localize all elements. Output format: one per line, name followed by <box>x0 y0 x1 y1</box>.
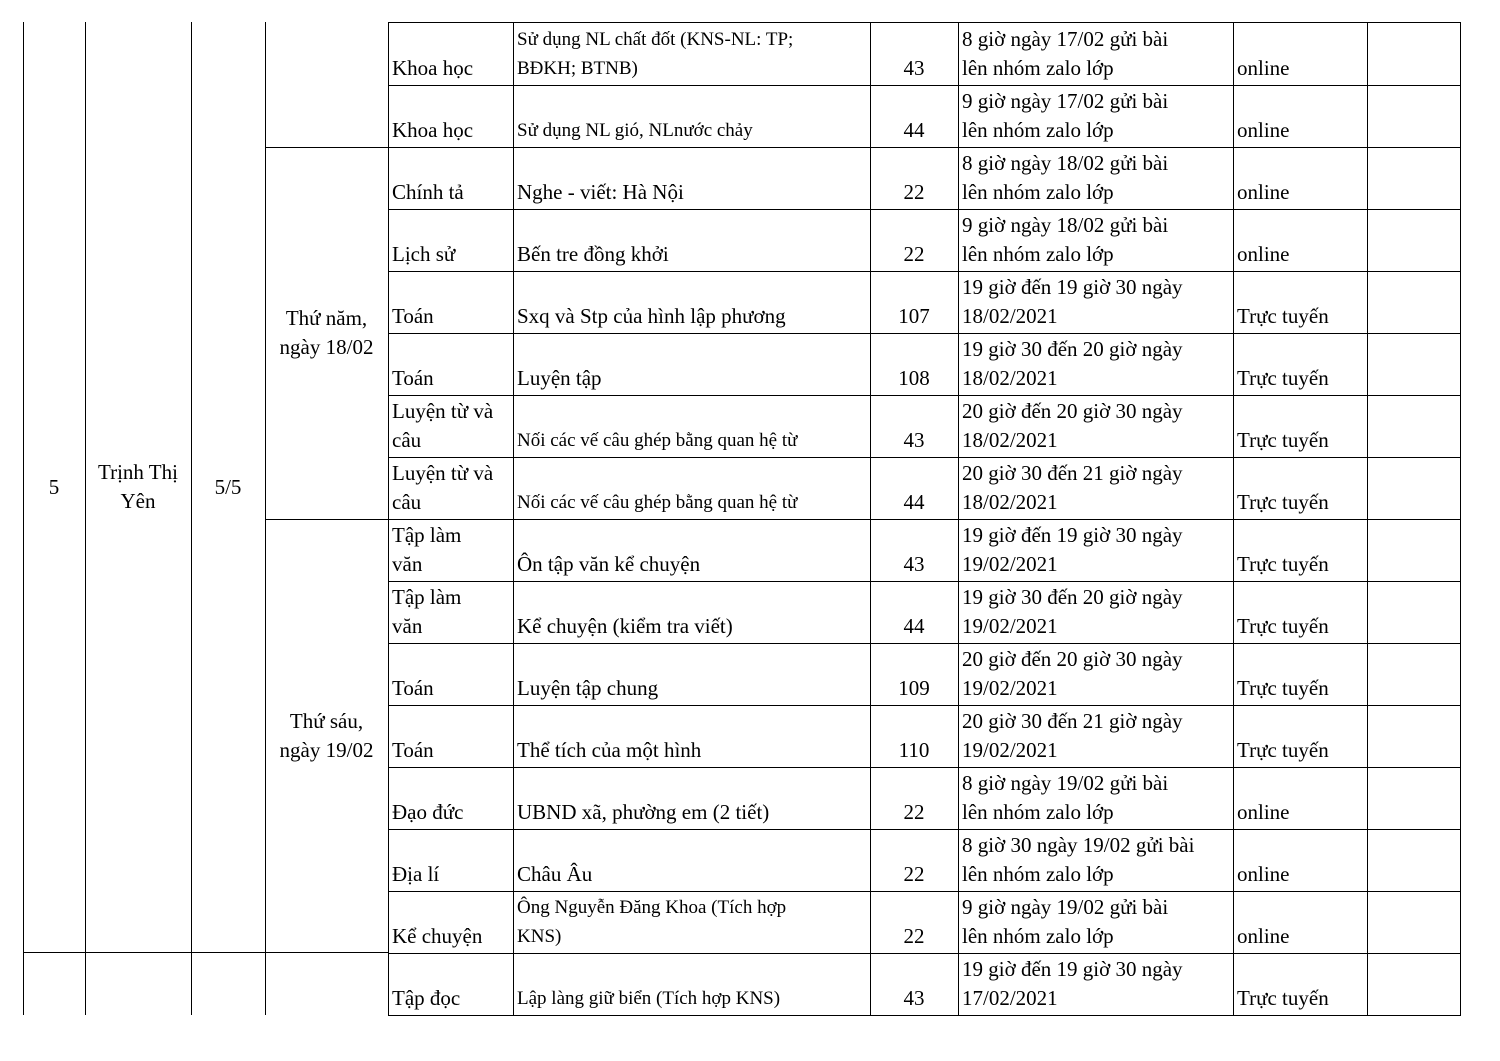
row-form-cell <box>1233 271 1367 333</box>
row-form-cell <box>1233 643 1367 705</box>
row-time-cell <box>958 85 1233 147</box>
form-text: Trực tuyến <box>1237 614 1329 638</box>
row-note-cell <box>1367 333 1460 395</box>
row-subject-cell <box>388 209 513 271</box>
period-text: 110 <box>898 738 930 762</box>
row-subject-cell <box>388 333 513 395</box>
row-time-cell <box>958 767 1233 829</box>
lesson-text: Sxq và Stp của hình lập phương <box>517 304 786 328</box>
row-note-cell <box>1367 643 1460 705</box>
row-note-cell <box>1367 395 1460 457</box>
lesson-text: Sử dụng NL gió, NLnước chảy <box>517 120 753 141</box>
period-text: 107 <box>898 304 930 328</box>
form-text: online <box>1237 800 1290 824</box>
left-block-vline <box>23 22 24 1015</box>
row-lesson-cell <box>513 209 870 271</box>
row-period-cell <box>870 457 958 519</box>
row-time-cell <box>958 705 1233 767</box>
period-text: 22 <box>903 242 925 266</box>
lesson-text: Luyện tập chung <box>517 676 659 700</box>
form-text: online <box>1237 180 1290 204</box>
time-text: 9 giờ ngày 17/02 gửi bài lên nhóm zalo lớp <box>962 89 1169 142</box>
row-form-cell <box>1233 147 1367 209</box>
stt-cell <box>23 22 85 952</box>
period-text: 22 <box>903 862 925 886</box>
time-text: 8 giờ 30 ngày 19/02 gửi bài lên nhóm zalo lớp <box>962 833 1195 886</box>
form-text: online <box>1237 242 1290 266</box>
row-subject-cell <box>388 891 513 953</box>
row-note-cell <box>1367 457 1460 519</box>
row-period-cell <box>870 395 958 457</box>
row-period-cell <box>870 643 958 705</box>
row-lesson-cell <box>513 829 870 891</box>
period-text: 44 <box>903 614 925 638</box>
row-period-cell <box>870 891 958 953</box>
form-text: Trực tuyến <box>1237 304 1329 328</box>
teacher-name: Trịnh Thị Yên <box>98 460 178 513</box>
row-subject-cell <box>388 457 513 519</box>
row-lesson-cell <box>513 22 870 85</box>
row-separator <box>388 209 1461 210</box>
row-separator <box>388 395 1461 396</box>
lesson-text: Sử dụng NL chất đốt (KNS-NL: TP; BĐKH; BTNB) <box>517 29 794 79</box>
row-form-cell <box>1233 209 1367 271</box>
period-text: 109 <box>898 676 930 700</box>
form-text: Trực tuyến <box>1237 428 1329 452</box>
day-label: Thứ năm, ngày 18/02 <box>279 306 374 359</box>
form-text: online <box>1237 924 1290 948</box>
row-time-cell <box>958 457 1233 519</box>
period-text: 43 <box>903 428 925 452</box>
row-separator <box>388 22 1461 23</box>
subject-text: Tập đọc <box>392 986 461 1010</box>
day-separator <box>265 519 388 520</box>
row-period-cell <box>870 22 958 85</box>
row-subject-cell <box>388 85 513 147</box>
time-text: 20 giờ đến 20 giờ 30 ngày 18/02/2021 <box>962 399 1183 452</box>
row-note-cell <box>1367 581 1460 643</box>
day-separator <box>265 147 388 148</box>
period-text: 44 <box>903 118 925 142</box>
lesson-text: Bến tre đồng khởi <box>517 242 669 266</box>
teacher-name-cell <box>85 22 191 952</box>
row-note-cell <box>1367 767 1460 829</box>
row-lesson-cell <box>513 333 870 395</box>
day-label: Thứ sáu, ngày 19/02 <box>279 708 374 762</box>
row-subject-cell <box>388 271 513 333</box>
row-separator <box>388 85 1461 86</box>
subject-text: Toán <box>392 304 434 328</box>
row-separator <box>388 643 1461 644</box>
lesson-text: Nối các vế câu ghép bằng quan hệ từ <box>517 430 798 451</box>
row-form-cell <box>1233 705 1367 767</box>
row-period-cell <box>870 271 958 333</box>
row-period-cell <box>870 333 958 395</box>
time-text: 9 giờ ngày 19/02 gửi bài lên nhóm zalo lớp <box>962 895 1169 948</box>
lesson-text: Châu Âu <box>517 862 593 886</box>
row-time-cell <box>958 643 1233 705</box>
row-separator <box>388 1015 1461 1016</box>
row-subject-cell <box>388 22 513 85</box>
row-time-cell <box>958 22 1233 85</box>
row-time-cell <box>958 271 1233 333</box>
row-time-cell <box>958 209 1233 271</box>
block-separator <box>23 952 388 953</box>
row-note-cell <box>1367 271 1460 333</box>
row-form-cell <box>1233 519 1367 581</box>
row-subject-cell <box>388 147 513 209</box>
row-subject-cell <box>388 643 513 705</box>
row-subject-cell <box>388 829 513 891</box>
class-cell <box>191 22 265 952</box>
row-separator <box>388 457 1461 458</box>
subject-text: Tập làm văn <box>392 523 462 576</box>
row-lesson-cell <box>513 147 870 209</box>
time-text: 8 giờ ngày 18/02 gửi bài lên nhóm zalo lớp <box>962 151 1169 204</box>
form-text: online <box>1237 56 1290 80</box>
stt-value: 5 <box>48 474 60 499</box>
form-text: online <box>1237 862 1290 886</box>
lesson-text: Ông Nguyễn Đăng Khoa (Tích hợp KNS) <box>517 897 787 947</box>
period-text: 43 <box>903 986 925 1010</box>
row-separator <box>388 271 1461 272</box>
row-period-cell <box>870 209 958 271</box>
form-text: Trực tuyến <box>1237 490 1329 514</box>
subject-text: Toán <box>392 366 434 390</box>
row-form-cell <box>1233 953 1367 1015</box>
row-period-cell <box>870 767 958 829</box>
row-period-cell <box>870 519 958 581</box>
day-cell-thursday <box>265 147 388 519</box>
form-text: Trực tuyến <box>1237 552 1329 576</box>
period-text: 43 <box>903 56 925 80</box>
row-separator <box>388 705 1461 706</box>
row-lesson-cell <box>513 85 870 147</box>
period-text: 44 <box>903 490 925 514</box>
row-lesson-cell <box>513 643 870 705</box>
row-note-cell <box>1367 209 1460 271</box>
left-block-vline <box>85 22 86 1015</box>
lesson-text: Luyện tập <box>517 366 602 390</box>
row-lesson-cell <box>513 271 870 333</box>
row-period-cell <box>870 953 958 1015</box>
row-time-cell <box>958 147 1233 209</box>
row-form-cell <box>1233 395 1367 457</box>
row-time-cell <box>958 829 1233 891</box>
row-form-cell <box>1233 891 1367 953</box>
row-period-cell <box>870 581 958 643</box>
row-note-cell <box>1367 147 1460 209</box>
row-separator <box>388 767 1461 768</box>
row-time-cell <box>958 891 1233 953</box>
form-text: Trực tuyến <box>1237 366 1329 390</box>
row-time-cell <box>958 333 1233 395</box>
row-lesson-cell <box>513 767 870 829</box>
form-text: Trực tuyến <box>1237 738 1329 762</box>
subject-text: Địa lí <box>392 862 440 886</box>
row-lesson-cell <box>513 519 870 581</box>
row-form-cell <box>1233 581 1367 643</box>
row-period-cell <box>870 829 958 891</box>
row-form-cell <box>1233 829 1367 891</box>
row-note-cell <box>1367 891 1460 953</box>
day-cell-friday <box>265 519 388 952</box>
row-form-cell <box>1233 333 1367 395</box>
lesson-text: UBND xã, phường em (2 tiết) <box>517 800 770 824</box>
row-period-cell <box>870 147 958 209</box>
subject-text: Luyện từ và câu <box>392 461 494 514</box>
row-lesson-cell <box>513 581 870 643</box>
row-subject-cell <box>388 395 513 457</box>
row-separator <box>388 333 1461 334</box>
row-separator <box>388 147 1461 148</box>
row-subject-cell <box>388 767 513 829</box>
row-note-cell <box>1367 519 1460 581</box>
row-note-cell <box>1367 829 1460 891</box>
period-text: 22 <box>903 800 925 824</box>
row-form-cell <box>1233 22 1367 85</box>
subject-text: Khoa học <box>392 118 474 142</box>
subject-text: Kể chuyện <box>392 924 483 948</box>
row-period-cell <box>870 705 958 767</box>
row-note-cell <box>1367 705 1460 767</box>
time-text: 9 giờ ngày 18/02 gửi bài lên nhóm zalo lớp <box>962 213 1169 266</box>
row-separator <box>388 829 1461 830</box>
time-text: 19 giờ đến 19 giờ 30 ngày 17/02/2021 <box>962 957 1183 1010</box>
row-time-cell <box>958 519 1233 581</box>
row-period-cell <box>870 85 958 147</box>
row-lesson-cell <box>513 891 870 953</box>
subject-text: Toán <box>392 676 434 700</box>
row-lesson-cell <box>513 395 870 457</box>
lesson-text: Nối các vế câu ghép bằng quan hệ từ <box>517 492 798 513</box>
left-block-vline <box>191 22 192 1015</box>
subject-text: Khoa học <box>392 56 474 80</box>
row-separator <box>388 581 1461 582</box>
lesson-text: Nghe - viết: Hà Nội <box>517 180 684 204</box>
subject-text: Lịch sử <box>392 242 456 266</box>
subject-text: Luyện từ và câu <box>392 399 494 452</box>
subject-text: Chính tả <box>392 180 464 204</box>
form-text: online <box>1237 118 1290 142</box>
row-time-cell <box>958 953 1233 1015</box>
lesson-text: Ôn tập văn kể chuyện <box>517 552 701 576</box>
time-text: 19 giờ đến 19 giờ 30 ngày 19/02/2021 <box>962 523 1183 576</box>
time-text: 19 giờ 30 đến 20 giờ ngày 18/02/2021 <box>962 337 1183 390</box>
subject-text: Toán <box>392 738 434 762</box>
row-subject-cell <box>388 581 513 643</box>
class-name: 5/5 <box>214 474 242 499</box>
form-text: Trực tuyến <box>1237 676 1329 700</box>
time-text: 19 giờ 30 đến 20 giờ ngày 19/02/2021 <box>962 585 1183 638</box>
row-time-cell <box>958 581 1233 643</box>
time-text: 20 giờ đến 20 giờ 30 ngày 19/02/2021 <box>962 647 1183 700</box>
time-text: 8 giờ ngày 17/02 gửi bài lên nhóm zalo lớp <box>962 27 1169 80</box>
row-note-cell <box>1367 22 1460 85</box>
row-time-cell <box>958 395 1233 457</box>
row-form-cell <box>1233 85 1367 147</box>
row-note-cell <box>1367 953 1460 1015</box>
row-lesson-cell <box>513 457 870 519</box>
period-text: 108 <box>898 366 930 390</box>
row-lesson-cell <box>513 705 870 767</box>
period-text: 22 <box>903 180 925 204</box>
lesson-text: Lập làng giữ biển (Tích hợp KNS) <box>517 988 781 1009</box>
row-separator <box>388 953 1461 954</box>
row-form-cell <box>1233 767 1367 829</box>
row-separator <box>388 519 1461 520</box>
row-subject-cell <box>388 519 513 581</box>
subject-text: Tập làm văn <box>392 585 462 638</box>
form-text: Trực tuyến <box>1237 986 1329 1010</box>
subject-text: Đạo đức <box>392 800 464 824</box>
row-note-cell <box>1367 85 1460 147</box>
row-form-cell <box>1233 457 1367 519</box>
row-subject-cell <box>388 953 513 1015</box>
period-text: 22 <box>903 924 925 948</box>
time-text: 20 giờ 30 đến 21 giờ ngày 18/02/2021 <box>962 461 1183 514</box>
row-subject-cell <box>388 705 513 767</box>
time-text: 8 giờ ngày 19/02 gửi bài lên nhóm zalo lớp <box>962 771 1169 824</box>
time-text: 20 giờ 30 đến 21 giờ ngày 19/02/2021 <box>962 709 1183 762</box>
row-lesson-cell <box>513 953 870 1015</box>
row-separator <box>388 891 1461 892</box>
lesson-text: Kể chuyện (kiểm tra viết) <box>517 614 733 638</box>
lesson-text: Thể tích của một hình <box>517 738 702 762</box>
period-text: 43 <box>903 552 925 576</box>
time-text: 19 giờ đến 19 giờ 30 ngày 18/02/2021 <box>962 275 1183 328</box>
